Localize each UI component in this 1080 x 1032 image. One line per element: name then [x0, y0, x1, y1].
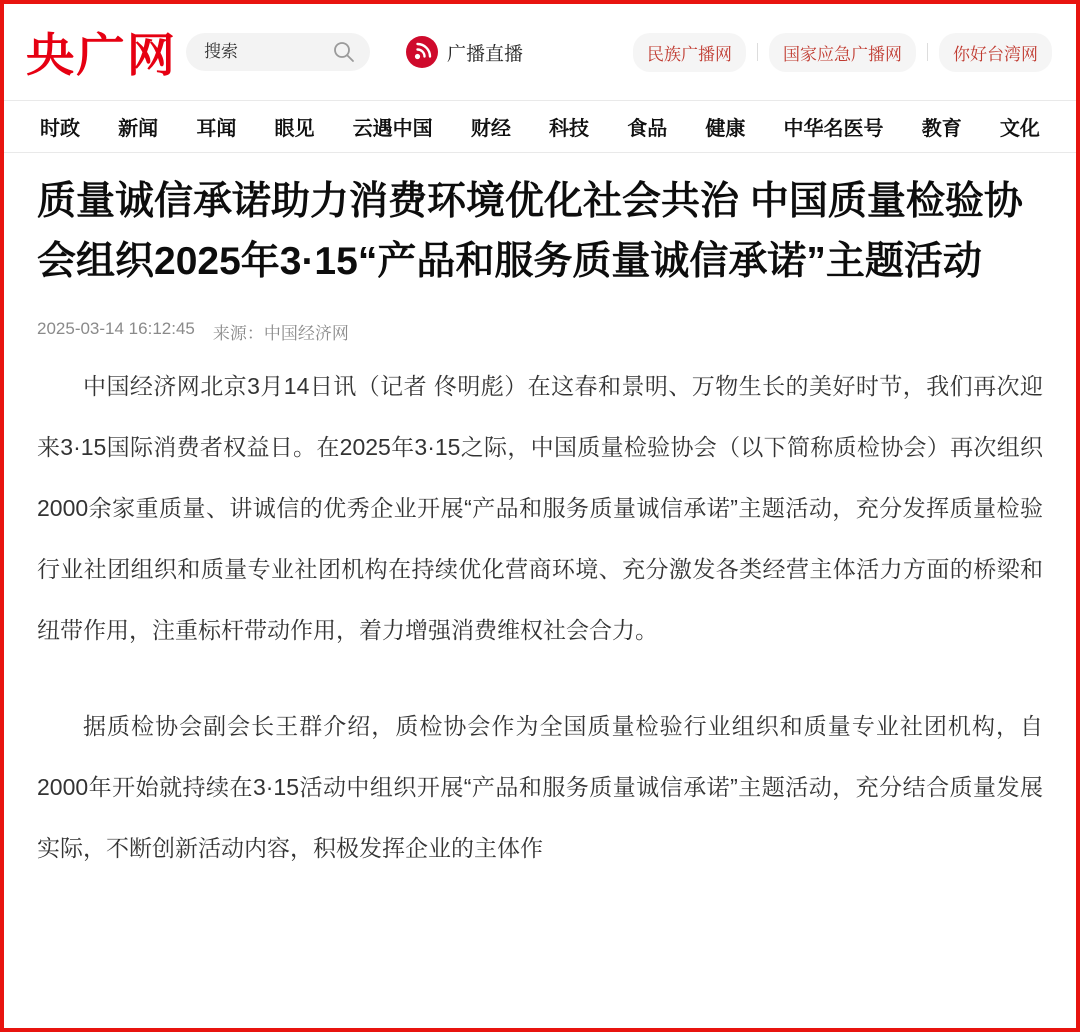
nav-item-keji[interactable]: 科技	[549, 118, 590, 140]
article-source: 来源：中国经济网	[212, 324, 349, 343]
nav-item-xinwen[interactable]: 新闻	[118, 118, 159, 140]
header-links	[633, 33, 1052, 72]
divider	[927, 43, 928, 61]
nav-item-yanjian[interactable]: 眼见	[274, 118, 315, 140]
nav-item-yunyu-china[interactable]: 云遇中国	[352, 118, 433, 140]
nav-item-zhonghua-mingyihao[interactable]: 中华名医号	[783, 118, 884, 140]
article-title: 质量诚信承诺助力消费环境优化社会共治 中国质量检验协会组织2025年3·15“产品和服务质量诚信承诺”主题活动	[37, 180, 1023, 283]
broadcast-icon	[406, 36, 438, 68]
article-paragraph: 据质检协会副会长王群介绍，质检协会作为全国质量检验行业组织和质量专业社团机构，自2000年开始就持续在3·15活动中组织开展“产品和服务质量诚信承诺”主题活动，充分结合质量发展实际，不断创新活动内容，积极发挥企业的主体作	[37, 713, 1043, 861]
nav-item-caijing[interactable]: 财经	[470, 118, 511, 140]
link-hello-taiwan[interactable]: 你好台湾网	[939, 33, 1052, 72]
live-broadcast-link[interactable]	[406, 36, 523, 68]
live-broadcast-label: 广播直播	[447, 43, 524, 65]
article	[4, 172, 1076, 879]
article-paragraph: 中国经济网北京3月14日讯（记者 佟明彪）在这春和景明、万物生长的美好时节，我们再次迎来3·15国际消费者权益日。在2025年3·15之际，中国质量检验协会（以下简称质检协会）再次组织2000余家重质量、讲诚信的优秀企业开展“产品和服务质量诚信承诺”主题活动，充分发挥质量检验行业社团组织和质量专业社团机构在持续优化营商环境、充分激发各类经营主体活力方面的桥梁和纽带作用，注重标杆带动作用，着力增强消费维权社会合力。	[37, 373, 1043, 643]
nav-item-wenhua[interactable]: 文化	[999, 118, 1040, 140]
nav-item-jiaoyu[interactable]: 教育	[921, 118, 962, 140]
article-meta	[37, 319, 1043, 344]
site-header	[4, 4, 1076, 100]
nav-item-shipin[interactable]: 食品	[627, 118, 668, 140]
article-body	[37, 356, 1043, 879]
main-nav	[4, 100, 1076, 153]
link-minzu-broadcast[interactable]: 民族广播网	[633, 33, 746, 72]
nav-item-erwen[interactable]: 耳闻	[196, 118, 237, 140]
site-logo[interactable]: 央广网	[26, 29, 178, 81]
search-box[interactable]	[186, 33, 370, 71]
nav-item-jiankang[interactable]: 健康	[705, 118, 746, 140]
nav-item-shizheng[interactable]: 时政	[40, 118, 80, 140]
divider	[757, 43, 758, 61]
search-icon[interactable]	[332, 40, 356, 64]
article-date: 2025-03-14 16:12:45	[37, 319, 195, 338]
search-input[interactable]	[204, 42, 332, 62]
link-national-emergency-broadcast[interactable]: 国家应急广播网	[769, 33, 916, 72]
